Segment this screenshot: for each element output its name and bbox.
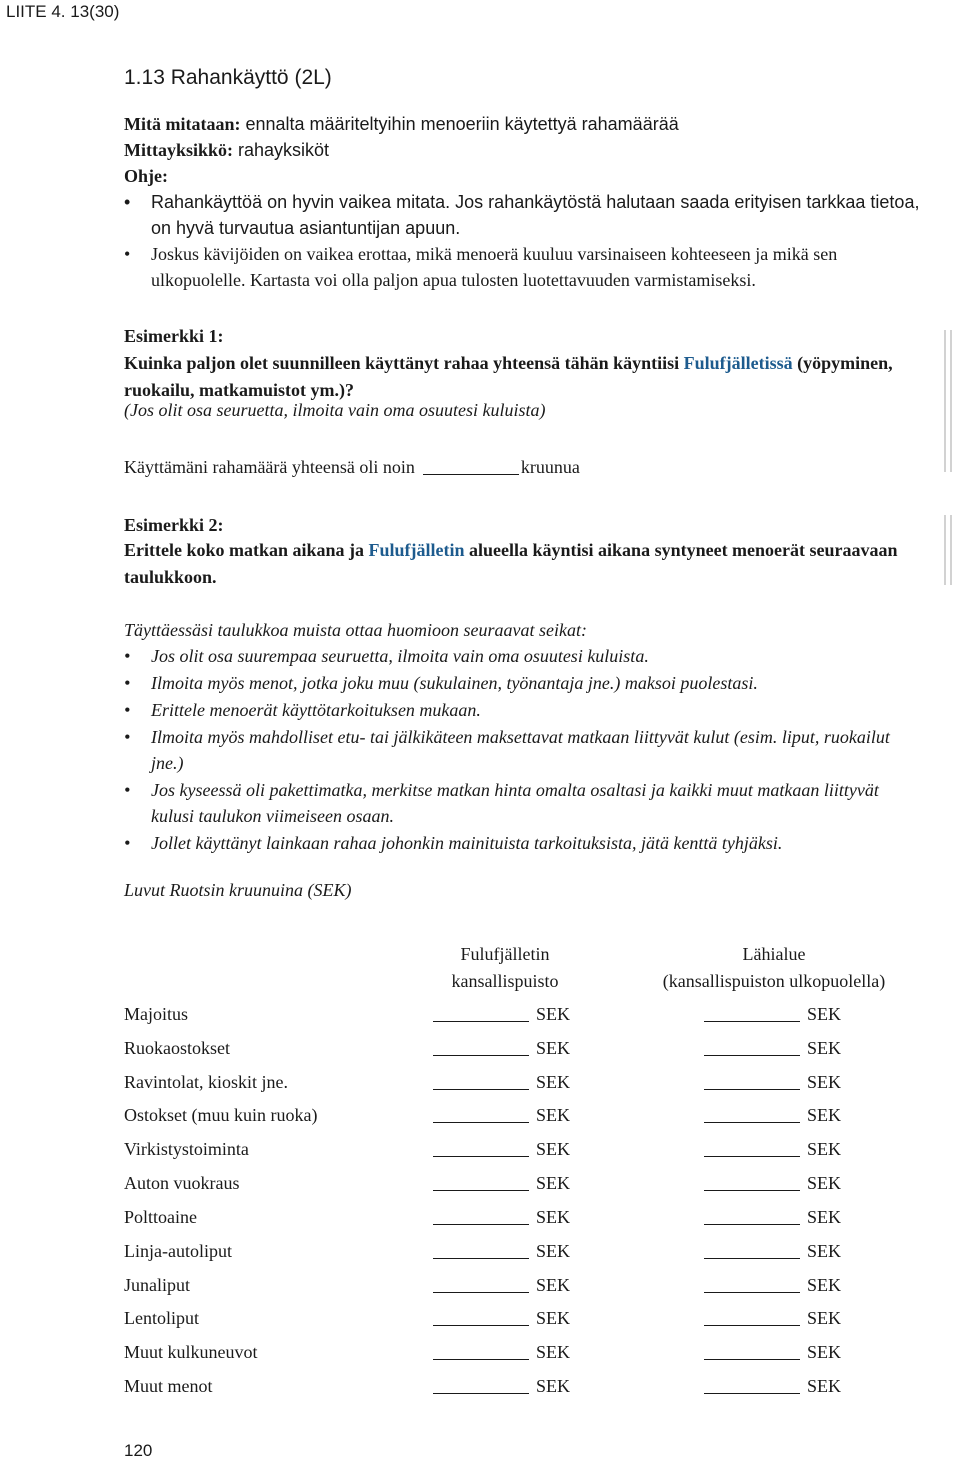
guide-list bbox=[124, 189, 924, 293]
example1-q-after: (yöpyminen, ruokailu, matkamuistot ym.)? bbox=[124, 353, 893, 400]
row-label: Ravintolat, kioskit jne. bbox=[124, 1072, 288, 1092]
answer-blank-field[interactable] bbox=[423, 456, 519, 475]
park-amount-field[interactable] bbox=[433, 1055, 529, 1056]
appendix-label: LIITE 4. 13(30) bbox=[6, 2, 120, 21]
nearby-amount-field[interactable] bbox=[704, 1190, 800, 1191]
park-amount-field[interactable] bbox=[433, 1089, 529, 1090]
currency-label: SEK bbox=[536, 1004, 571, 1024]
currency-label: SEK bbox=[536, 1139, 571, 1159]
tips-intro: Täyttäessäsi taulukkoa muista ottaa huomioon seuraavat seikat: bbox=[124, 620, 587, 640]
margin-bar bbox=[950, 515, 952, 585]
example1-note: (Jos olit osa seuruetta, ilmoita vain oma osuutesi kuluista) bbox=[124, 400, 546, 420]
margin-bar bbox=[950, 330, 952, 472]
example1-question bbox=[124, 350, 924, 404]
table-row bbox=[124, 1241, 884, 1269]
nearby-amount-field[interactable] bbox=[704, 1224, 800, 1225]
row-label: Junaliput bbox=[124, 1275, 190, 1295]
nearby-amount-field[interactable] bbox=[704, 1156, 800, 1157]
unit-text: rahayksiköt bbox=[233, 140, 330, 160]
example2-q-before: Erittele koko matkan aikana ja bbox=[124, 540, 369, 560]
currency-label: SEK bbox=[536, 1241, 571, 1261]
row-label: Lentoliput bbox=[124, 1308, 199, 1328]
currency-label: SEK bbox=[807, 1173, 842, 1193]
currency-label: SEK bbox=[807, 1004, 842, 1024]
nearby-amount-field[interactable] bbox=[704, 1292, 800, 1293]
currency-label: SEK bbox=[807, 1376, 842, 1396]
currency-label: SEK bbox=[807, 1275, 842, 1295]
currency-label: SEK bbox=[807, 1207, 842, 1227]
nearby-amount-field[interactable] bbox=[704, 1122, 800, 1123]
example1-answer bbox=[124, 456, 580, 478]
guide-label: Ohje: bbox=[124, 166, 168, 186]
park-amount-field[interactable] bbox=[433, 1325, 529, 1326]
example2-place: Fulufjälletin bbox=[368, 540, 465, 560]
park-amount-field[interactable] bbox=[433, 1292, 529, 1293]
currency-label: SEK bbox=[536, 1275, 571, 1295]
table-row bbox=[124, 1308, 884, 1336]
table-row bbox=[124, 1139, 884, 1167]
row-label: Ruokaostokset bbox=[124, 1038, 230, 1058]
margin-bar bbox=[944, 330, 946, 472]
nearby-amount-field[interactable] bbox=[704, 1393, 800, 1394]
example2-label: Esimerkki 2: bbox=[124, 515, 224, 535]
column-header-nearby bbox=[624, 941, 924, 995]
nearby-amount-field[interactable] bbox=[704, 1055, 800, 1056]
currency-label: SEK bbox=[807, 1105, 842, 1125]
tip-item: • Jos olit osa suurempaa seuruetta, ilmoita vain oma osuutesi kuluista. bbox=[124, 643, 924, 669]
column-header-nearby-line2: (kansallispuiston ulkopuolella) bbox=[662, 971, 886, 991]
currency-label: SEK bbox=[536, 1207, 571, 1227]
park-amount-field[interactable] bbox=[433, 1190, 529, 1191]
answer-unit: kruunua bbox=[520, 457, 580, 477]
park-amount-field[interactable] bbox=[433, 1224, 529, 1225]
column-header-nearby-line1: Lähialue bbox=[742, 944, 806, 964]
guide-item: • Joskus kävijöiden on vaikea erottaa, mikä menoerä kuuluu varsinaiseen kohteeseen ja mikä sen ulkopuolelle. Kartasta voi olla paljon apua tulosten luotettavuuden varmistamiseksi. bbox=[124, 241, 921, 293]
park-amount-field[interactable] bbox=[433, 1258, 529, 1259]
nearby-amount-field[interactable] bbox=[704, 1021, 800, 1022]
park-amount-field[interactable] bbox=[433, 1122, 529, 1123]
row-label: Linja-autoliput bbox=[124, 1241, 232, 1261]
info-block bbox=[124, 111, 924, 293]
nearby-amount-field[interactable] bbox=[704, 1359, 800, 1360]
currency-label: SEK bbox=[536, 1072, 571, 1092]
currency-label: SEK bbox=[807, 1072, 842, 1092]
row-label: Auton vuokraus bbox=[124, 1173, 240, 1193]
row-label: Polttoaine bbox=[124, 1207, 197, 1227]
column-header-park bbox=[410, 941, 600, 995]
row-label: Majoitus bbox=[124, 1004, 189, 1024]
column-header-park-line1: Fulufjälletin bbox=[460, 944, 550, 964]
tip-item: • Jollet käyttänyt lainkaan rahaa johonkin mainituista tarkoituksista, jätä kenttä tyhjäksi. bbox=[124, 830, 924, 856]
nearby-amount-field[interactable] bbox=[704, 1325, 800, 1326]
tip-item: • Erittele menoerät käyttötarkoituksen mukaan. bbox=[124, 697, 924, 723]
example1-q-before: Kuinka paljon olet suunnilleen käyttänyt rahaa yhteensä tähän käyntiisi bbox=[124, 353, 684, 373]
example2-q-after: alueella käyntisi aikana syntyneet menoerät seuraavaan taulukkoon. bbox=[124, 540, 898, 587]
park-amount-field[interactable] bbox=[433, 1156, 529, 1157]
table-row bbox=[124, 1275, 884, 1303]
table-row bbox=[124, 1342, 884, 1370]
tip-item: • Ilmoita myös menot, jotka joku muu (sukulainen, työnantaja jne.) maksoi puolestasi. bbox=[124, 670, 924, 696]
park-amount-field[interactable] bbox=[433, 1021, 529, 1022]
currency-label: SEK bbox=[807, 1241, 842, 1261]
table-row bbox=[124, 1207, 884, 1235]
table-row bbox=[124, 1038, 884, 1066]
park-amount-field[interactable] bbox=[433, 1393, 529, 1394]
measure-text: ennalta määriteltyihin menoeriin käytettyä rahamäärää bbox=[240, 114, 679, 134]
currency-label: SEK bbox=[536, 1173, 571, 1193]
unit-line bbox=[124, 137, 924, 163]
table-row bbox=[124, 1173, 884, 1201]
currency-label: SEK bbox=[807, 1038, 842, 1058]
nearby-amount-field[interactable] bbox=[704, 1258, 800, 1259]
row-label: Muut kulkuneuvot bbox=[124, 1342, 258, 1362]
tip-item: • Jos kyseessä oli pakettimatka, merkitse matkan hinta omalta osaltasi ja kaikki muut matkaan liittyvät kulusi taulukon viimeiseen osaan. bbox=[124, 777, 924, 829]
table-row bbox=[124, 1072, 884, 1100]
currency-label: SEK bbox=[807, 1139, 842, 1159]
answer-prefix: Käyttämäni rahamäärä yhteensä oli noin bbox=[124, 457, 415, 477]
measure-label: Mitä mitataan: bbox=[124, 114, 241, 134]
example1-place: Fulufjälletissä bbox=[683, 353, 793, 373]
unit-label: Mittayksikkö: bbox=[124, 140, 234, 160]
tips-block bbox=[124, 617, 924, 857]
guide-item: • Rahankäyttöä on hyvin vaikea mitata. Jos rahankäytöstä halutaan saada erityisen tarkkaa tietoa, on hyvä turvautua asiantuntijan apuun. bbox=[124, 189, 921, 241]
currency-label: SEK bbox=[536, 1342, 571, 1362]
currency-label: SEK bbox=[536, 1376, 571, 1396]
currency-label: SEK bbox=[536, 1038, 571, 1058]
tip-item: • Ilmoita myös mahdolliset etu- tai jälkikäteen maksettavat matkaan liittyvät kulut (esim. liput, ruokailut jne.) bbox=[124, 724, 924, 776]
currency-label: SEK bbox=[807, 1308, 842, 1328]
section-title: 1.13 Rahankäyttö (2L) bbox=[124, 66, 332, 89]
tips-list bbox=[124, 643, 924, 856]
row-label: Virkistystoiminta bbox=[124, 1139, 249, 1159]
row-label: Ostokset (muu kuin ruoka) bbox=[124, 1105, 318, 1125]
park-amount-field[interactable] bbox=[433, 1359, 529, 1360]
table-row bbox=[124, 1004, 884, 1032]
row-label: Muut menot bbox=[124, 1376, 213, 1396]
currency-label: SEK bbox=[807, 1342, 842, 1362]
example1-label: Esimerkki 1: bbox=[124, 326, 224, 346]
table-row bbox=[124, 1376, 884, 1404]
nearby-amount-field[interactable] bbox=[704, 1089, 800, 1090]
page-number: 120 bbox=[124, 1441, 153, 1460]
currency-note: Luvut Ruotsin kruunuina (SEK) bbox=[124, 880, 352, 900]
currency-label: SEK bbox=[536, 1308, 571, 1328]
table-row bbox=[124, 1105, 884, 1133]
margin-bar bbox=[944, 515, 946, 585]
measure-line bbox=[124, 111, 924, 137]
column-header-park-line2: kansallispuisto bbox=[451, 971, 559, 991]
currency-label: SEK bbox=[536, 1105, 571, 1125]
example2-question bbox=[124, 537, 924, 591]
